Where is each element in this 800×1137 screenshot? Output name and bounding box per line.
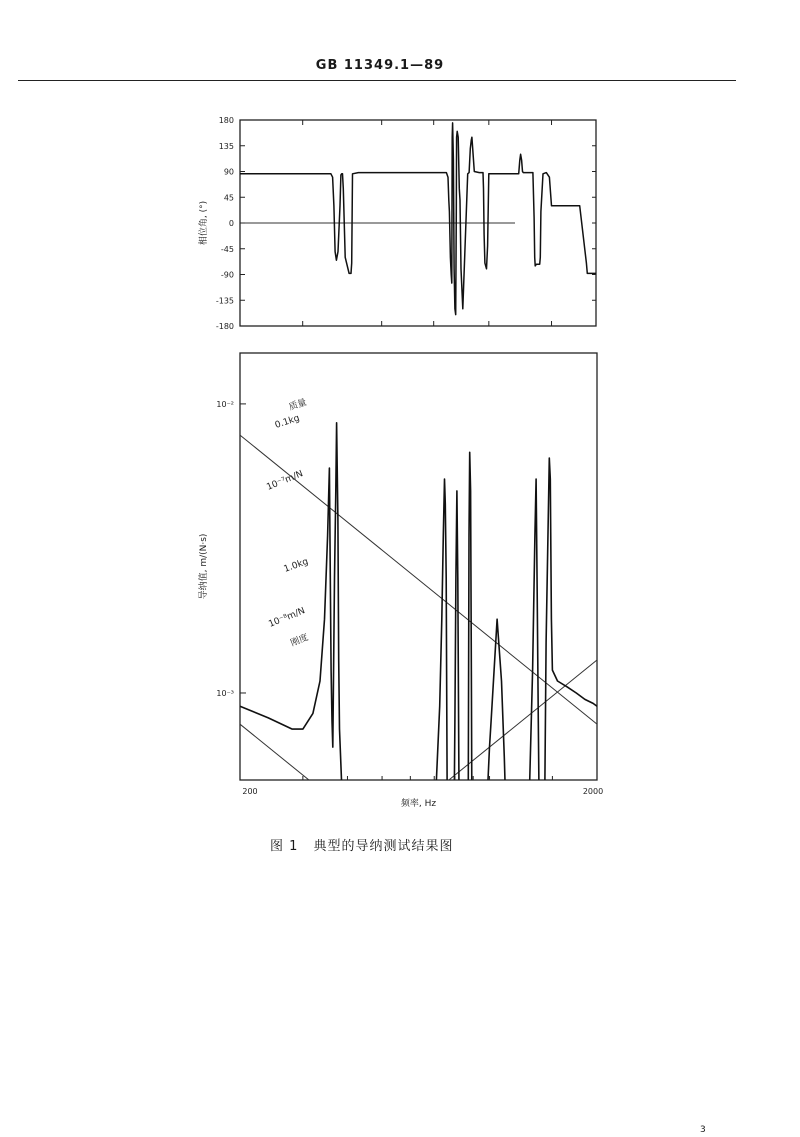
phase-y-tick-label: -45	[220, 244, 234, 254]
mobility-series-line	[240, 423, 597, 1069]
figure-title: 典型的导纳测试结果图	[313, 839, 454, 854]
phase-y-tick-label: 90	[223, 167, 234, 177]
phase-y-tick-label: 45	[223, 193, 234, 203]
phase-y-tick-label: 135	[218, 141, 234, 151]
figure-number: 图 1	[270, 839, 299, 854]
phase-plot	[197, 116, 596, 331]
standard-code: GB 11349.1—89	[315, 58, 445, 73]
mobility-plot	[197, 353, 603, 1137]
reference-line-annotation: 10⁻⁷m/N	[265, 469, 305, 493]
reference-line-annotation: 1.0kg	[282, 556, 310, 575]
mass-reference-line	[240, 724, 597, 1013]
stiffness-reference-line	[240, 951, 597, 1137]
mobility-y-tick-label: 10⁻²	[216, 399, 234, 409]
phase-y-tick-label: 180	[218, 116, 234, 125]
mobility-y-axis-label: 导纳值, m/(N·s)	[199, 533, 209, 600]
phase-y-axis-label: 相位角, (°)	[199, 200, 209, 246]
phase-y-tick-label: -135	[215, 296, 234, 306]
mobility-x-tick-label-start: 200	[242, 787, 258, 796]
reference-line-annotation: 10⁻⁸m/N	[267, 606, 307, 630]
mobility-x-axis-label: 频率, Hz	[400, 799, 437, 809]
phase-series-line	[240, 123, 596, 315]
mobility-x-tick-label-end: 2000	[582, 787, 604, 796]
reference-line-annotation: 质量	[287, 397, 309, 413]
mobility-y-tick-label: 10⁻³	[216, 688, 234, 698]
phase-y-tick-label: -180	[215, 322, 234, 331]
page-number: 3	[700, 1125, 706, 1135]
figure-caption	[270, 835, 530, 854]
reference-line-annotation: 0.1kg	[273, 413, 301, 431]
phase-y-tick-label: -90	[220, 270, 234, 280]
reference-line-annotation: 刚度	[289, 632, 310, 649]
phase-y-tick-label: 0	[228, 219, 234, 228]
